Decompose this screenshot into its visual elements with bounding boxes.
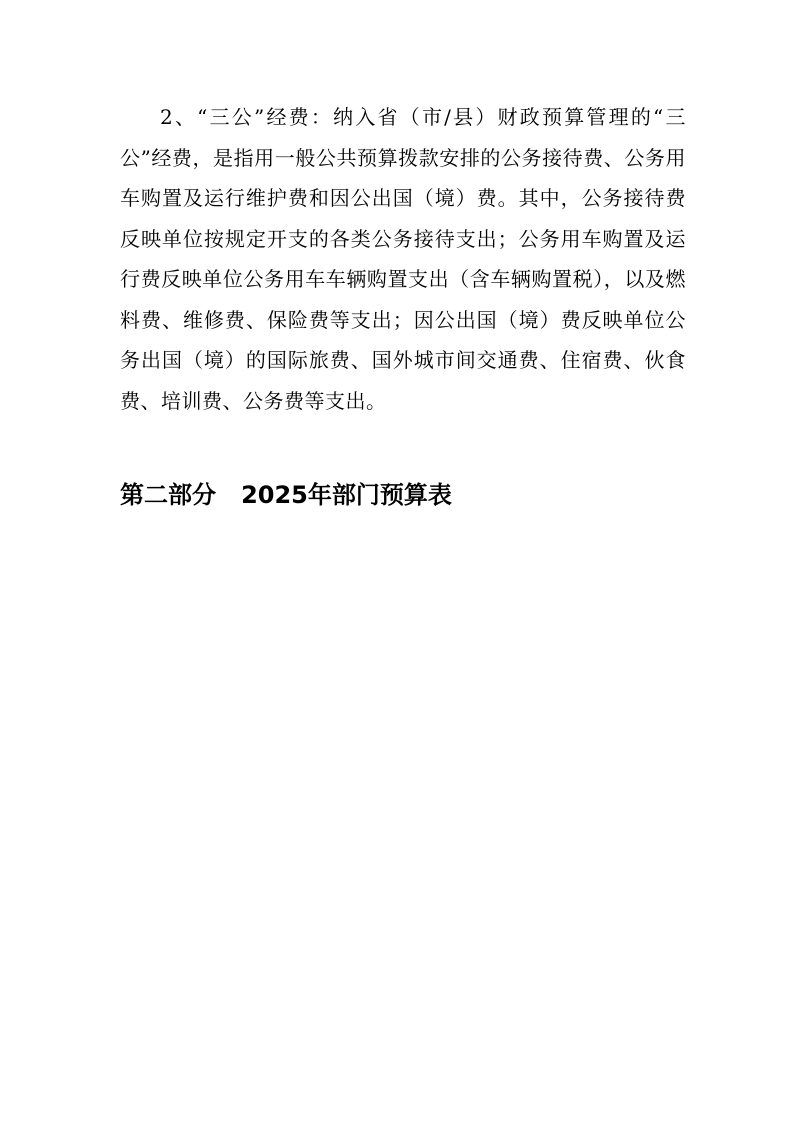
three-public-expenses-paragraph: 2、“三公”经费：纳入省（市/县）财政预算管理的“三公”经费，是指用一般公共预算拨款安排的公务接待费、公务用车购置及运行维护费和因公出国（境）费。其中，公务接待费反映单位按规定开支的各类公务接待支出；公务用车购置及运行费反映单位公务用车车辆购置支出（含车辆购置税），以及燃料费、维修费、保险费等支出；因公出国（境）费反映单位公务出国（境）的国际旅费、国外城市间交通费、住宿费、伙食费、培训费、公务费等支出。 — [120, 105, 686, 413]
section-title: 第二部分 2025年部门预算表 — [120, 481, 452, 509]
